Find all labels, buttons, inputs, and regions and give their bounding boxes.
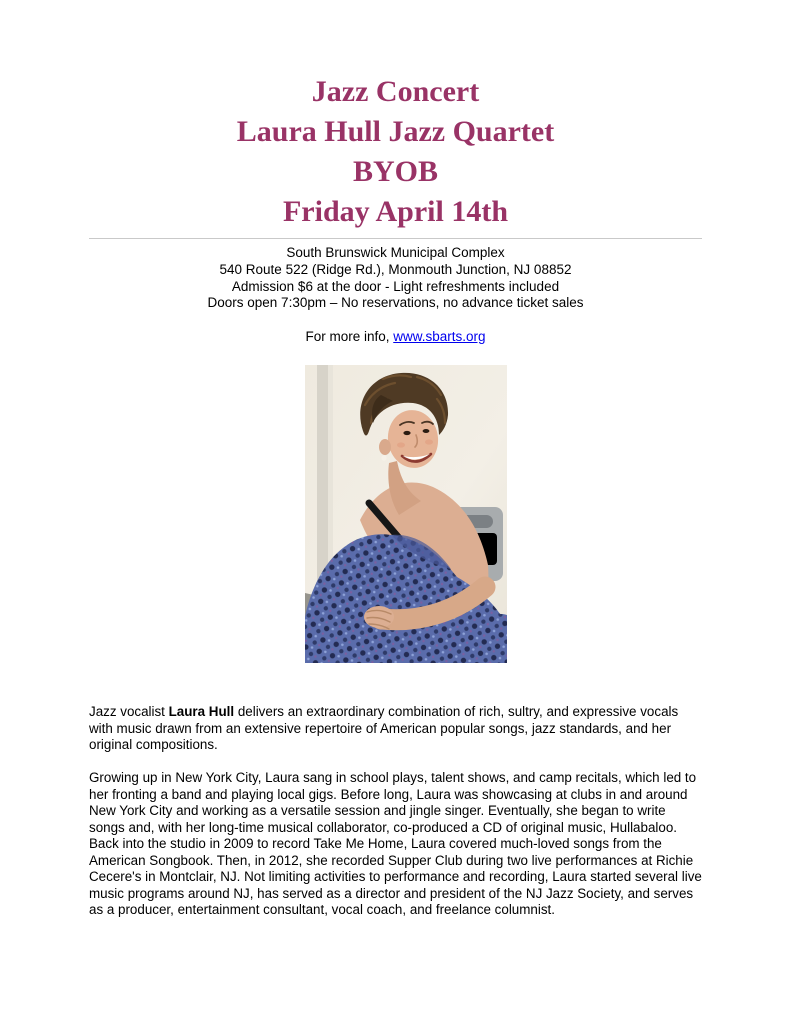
venue-address: 540 Route 522 (Ridge Rd.), Monmouth Junction, NJ 08852 xyxy=(219,261,572,277)
title-line-event: Jazz Concert xyxy=(311,75,480,108)
laura-hull-photo xyxy=(305,365,507,663)
bio-section xyxy=(89,704,703,919)
venue-details-block xyxy=(0,245,791,312)
title-line-date: Friday April 14th xyxy=(282,195,508,228)
venue-name: South Brunswick Municipal Complex xyxy=(286,245,505,260)
title-line-artist: Laura Hull Jazz Quartet xyxy=(236,115,555,148)
sbarts-org-link[interactable]: www.sbarts.org xyxy=(393,329,486,345)
bio-paragraph-2: Growing up in New York City, Laura sang in school plays, talent shows, and camp recitals, which led to her fronting a band and playing local gigs. Before long, Laura was showcasing at clubs in and around New York City and working as a versatile session and jingle singer. Eventually, she began to write songs and, with her long-time musical collaborator, co-produced a CD of original music, Hullabaloo. Back into the studio in 2009 to record Take Me Home, Laura covered much-loved songs from the American Songbook. Then, in 2012, she recorded Supper Club during two live performances at Richie Cecere's in Montclair, NJ. Not limiting activities to performance and recording, Laura started several live music programs around NJ, has served as a director and president of the NJ Jazz Society, and serves as a producer, entertainment consultant, vocal coach, and freelance columnist. xyxy=(89,770,702,918)
bio-p1-post: delivers an extraordinary combination of rich, sultry, and expressive vocals with music drawn from an extensive repertoire of American popular songs, jazz standards, and her original compositions. xyxy=(89,704,679,753)
title-line-byob: BYOB xyxy=(352,155,439,188)
admission-info: Admission $6 at the door - Light refreshments included xyxy=(231,278,560,294)
more-info-text: For more info, xyxy=(305,329,394,345)
more-info-line xyxy=(0,328,791,345)
laura-hull-name: Laura Hull xyxy=(168,704,235,720)
bio-paragraph-1 xyxy=(89,704,703,754)
flyer-title-block xyxy=(0,72,791,232)
doors-info: Doors open 7:30pm – No reservations, no advance ticket sales xyxy=(207,295,584,311)
bio-p1-pre: Jazz vocalist xyxy=(89,704,169,720)
horizontal-rule xyxy=(89,238,702,239)
